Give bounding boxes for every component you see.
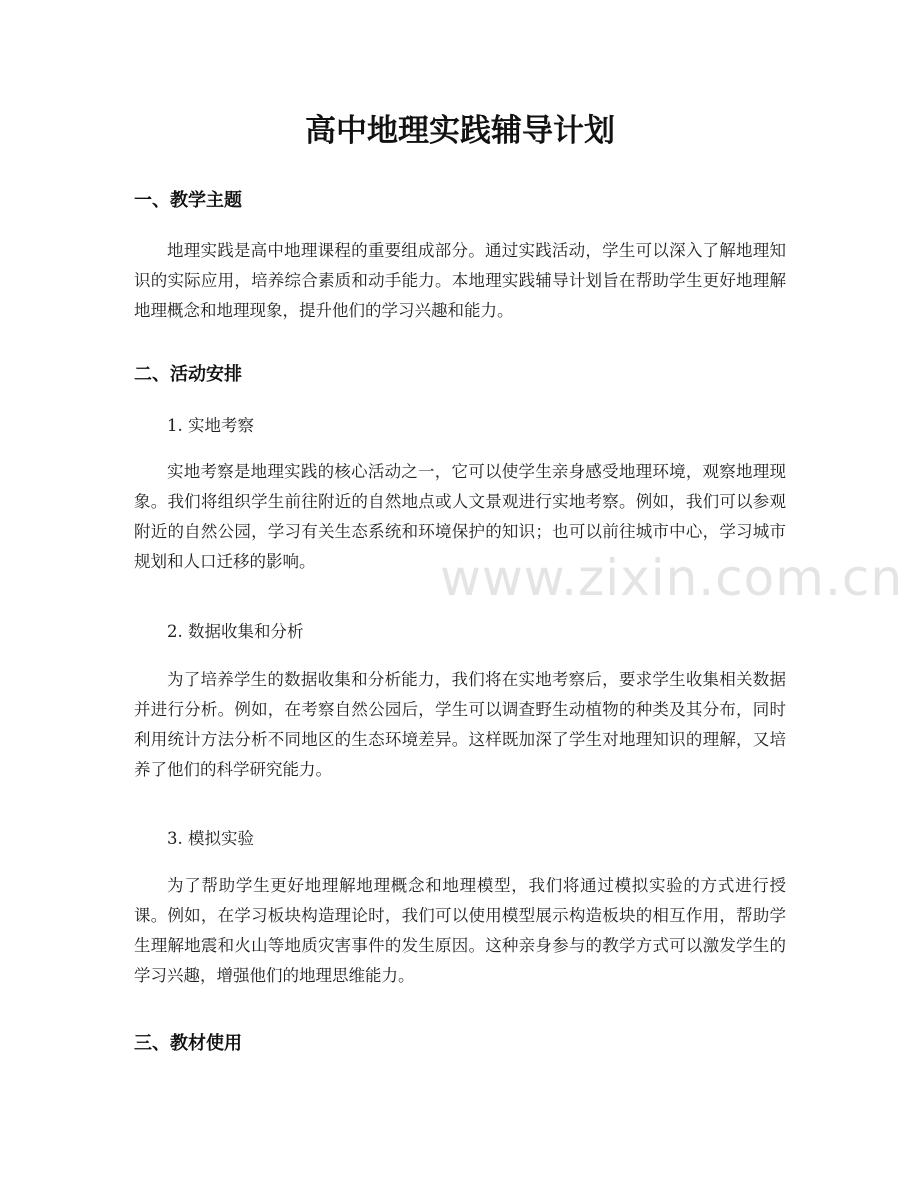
subitem-label-data-collection: 2. 数据收集和分析 bbox=[167, 622, 304, 641]
subitem-label-simulation-experiment: 3. 模拟实验 bbox=[167, 829, 254, 848]
teaching-theme-paragraph: 地理实践是高中地理课程的重要组成部分。通过实践活动，学生可以深入了解地理知识的实际应用，培养综合素质和动手能力。本地理实践辅导计划旨在帮助学生更好地理解地理概念和地理现象，提升他们的学习兴趣和能力。 bbox=[134, 241, 786, 320]
field-trip-paragraph: 实地考察是地理实践的核心活动之一，它可以使学生亲身感受地理环境，观察地理现象。我们将组织学生前往附近的自然地点或人文景观进行实地考察。例如，我们可以参观附近的自然公园，学习有关生态系统和环境保护的知识；也可以前往城市中心，学习城市规划和人口迁移的影响。 bbox=[134, 462, 786, 571]
watermark-text: www.zixin.com.cn bbox=[440, 549, 904, 607]
subitem-label-field-trip: 1. 实地考察 bbox=[167, 416, 254, 435]
section-heading-textbook-usage: 三、教材使用 bbox=[134, 1033, 242, 1054]
section-heading-activity-arrangement: 二、活动安排 bbox=[134, 364, 242, 385]
document-title: 高中地理实践辅导计划 bbox=[305, 113, 615, 149]
data-collection-paragraph: 为了培养学生的数据收集和分析能力，我们将在实地考察后，要求学生收集相关数据并进行分析。例如，在考察自然公园后，学生可以调查野生动植物的种类及其分布，同时利用统计方法分析不同地区的生态环境差异。这样既加深了学生对地理知识的理解，又培养了他们的科学研究能力。 bbox=[134, 670, 786, 779]
simulation-experiment-paragraph: 为了帮助学生更好地理解地理概念和地理模型，我们将通过模拟实验的方式进行授课。例如，在学习板块构造理论时，我们可以使用模型展示构造板块的相互作用，帮助学生理解地震和火山等地质灾害事件的发生原因。这种亲身参与的教学方式可以激发学生的学习兴趣，增强他们的地理思维能力。 bbox=[134, 876, 786, 985]
section-heading-teaching-theme: 一、教学主题 bbox=[134, 190, 242, 211]
